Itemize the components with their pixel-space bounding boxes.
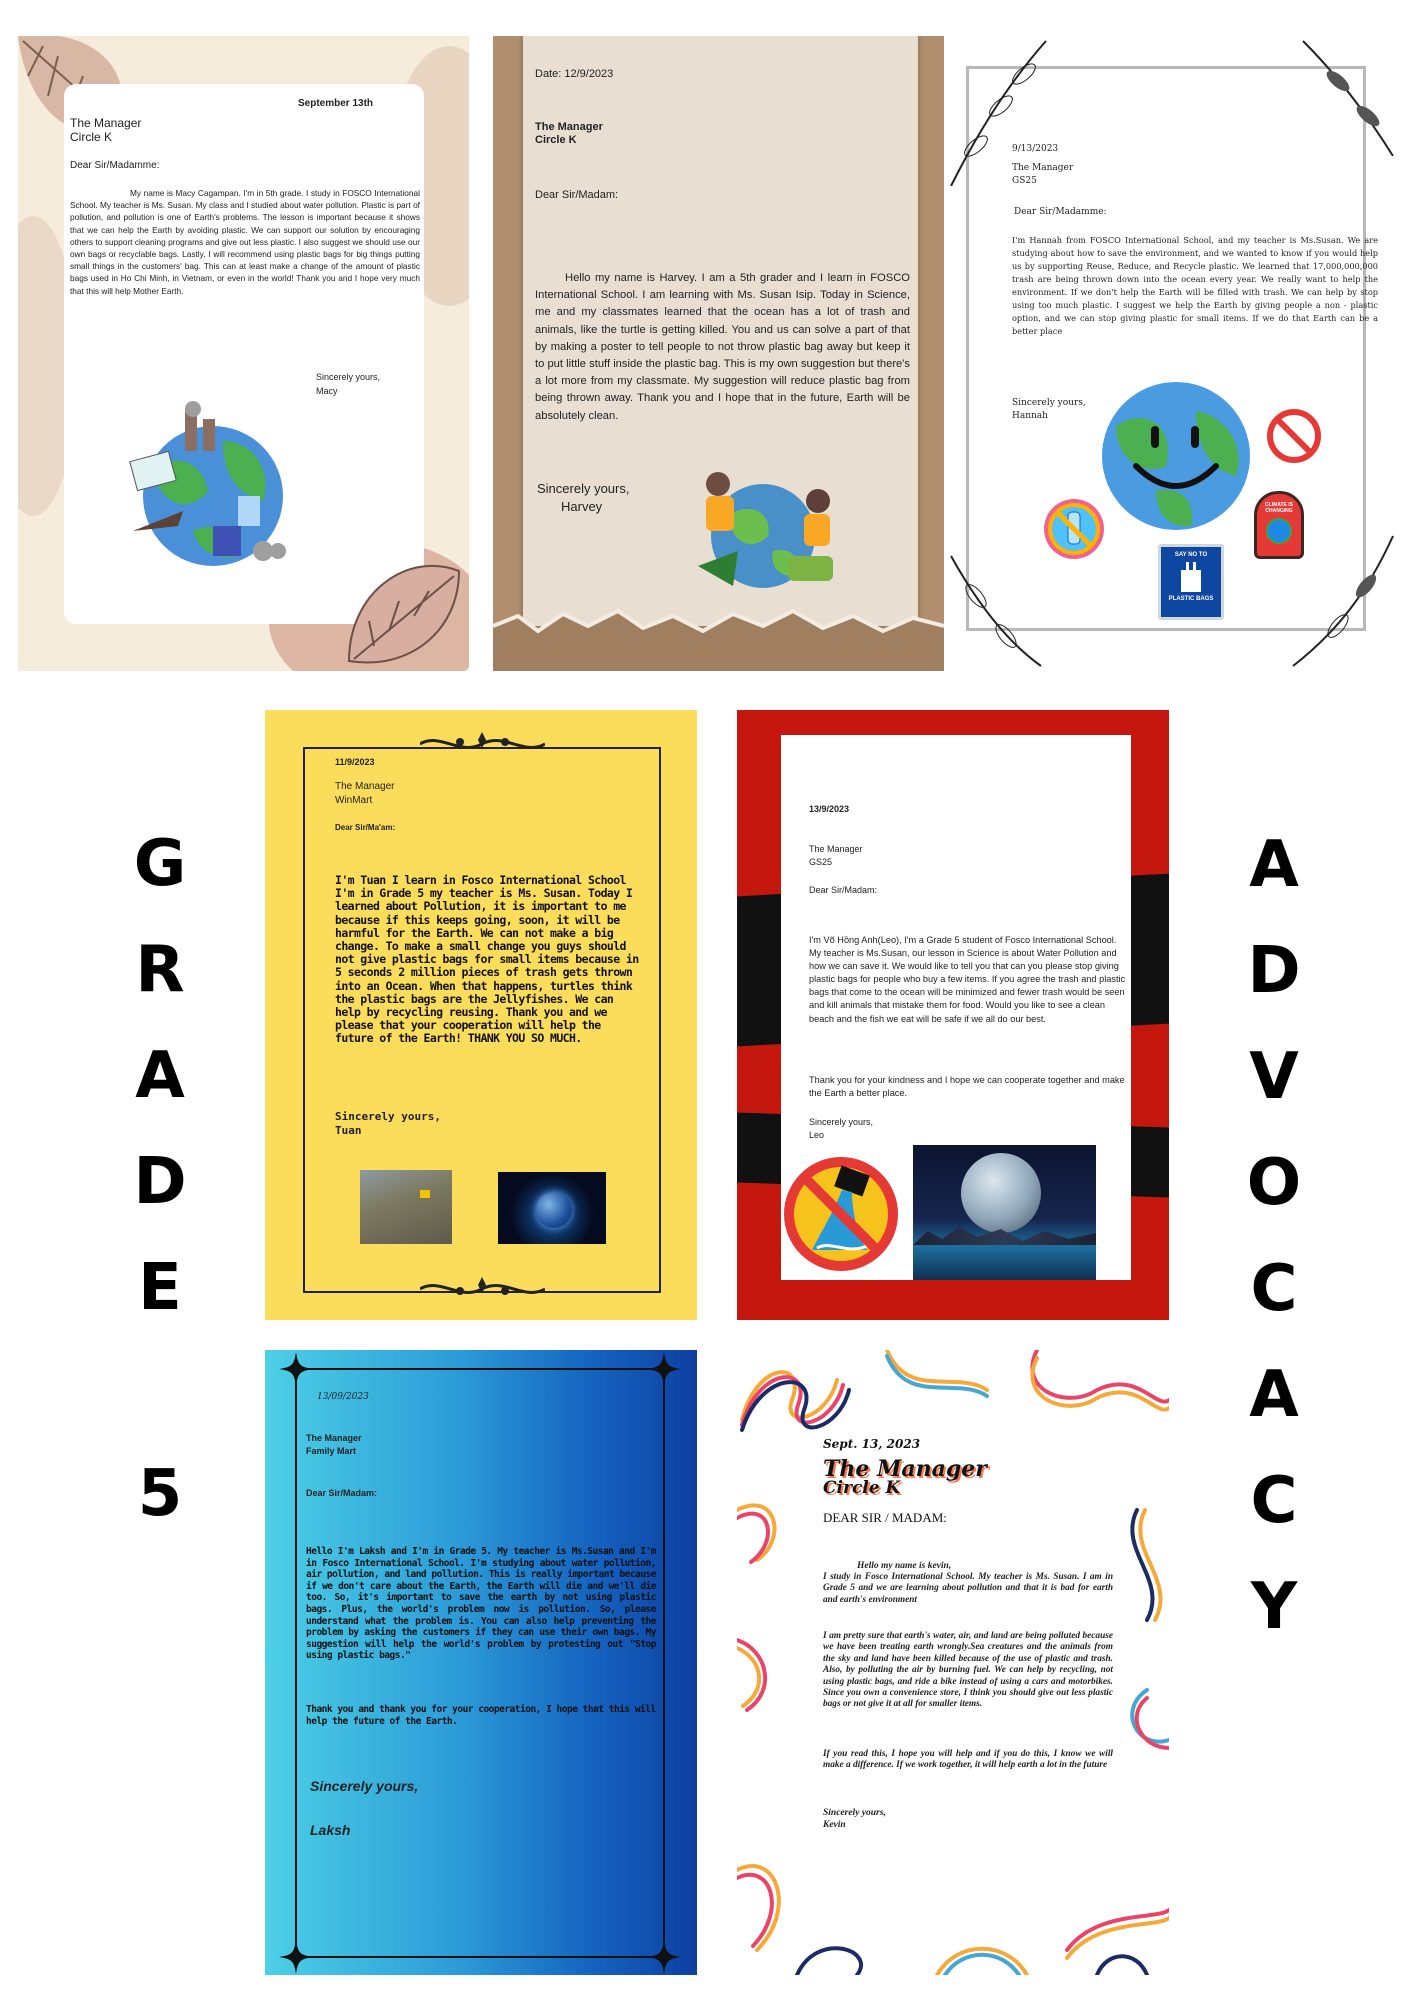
letter-store: Circle K: [823, 1478, 901, 1498]
letter-store: Family Mart: [306, 1446, 357, 1456]
letter-macy: [18, 36, 469, 671]
letter-signature: Laksh: [310, 1822, 351, 1838]
frame-line-right: [663, 1368, 665, 1958]
letter-recipient: The Manager: [535, 121, 603, 133]
letter-body: Hello my name is Harvey. I am a 5th grader and I learn in FOSCO International School. I am learning with Ms. Susan Isip. Today in Science, me and my classmates learned that the ocean has a lot of trash and animals, like the turtle is getting killed. You and us can solve a part of that by making a poster to tell people to not throw plastic bag away but keep it to put little stuff inside the plastic bag. This is my own suggestion but there's a lot more from my classmate. My suggestion will reduce plastic bag from being thrown away. Thank you and I hope that in the future, Earth will be absolutely clean.: [535, 272, 910, 422]
letter-closing: Sincerely yours,: [537, 481, 630, 496]
badge-text-top: SAY NO TO: [1174, 552, 1208, 558]
letter-date: 9/13/2023: [1012, 144, 1059, 154]
ornament-divider-top: [420, 728, 545, 760]
sparkle-star-icon: [279, 1940, 313, 1974]
side-letter: G: [133, 827, 187, 901]
side-letter: C: [1250, 1252, 1298, 1326]
letter-harvey: [493, 36, 944, 671]
ornament-divider-bottom: [420, 1273, 545, 1305]
leaf-decoration-bottom-right: [329, 541, 469, 671]
side-letter: A: [1249, 1358, 1299, 1432]
frame-line-bottom: [295, 1956, 665, 1958]
say-no-plastic-bags-badge: [1158, 544, 1224, 620]
letter-tuan: [265, 710, 697, 1320]
letter-signature: Harvey: [561, 499, 603, 514]
letter-recipient: The Manager: [823, 1456, 987, 1482]
grade-5-vertical-title: [120, 811, 200, 1547]
no-plastic-bottle-sticker: [1041, 496, 1107, 562]
side-letter: C: [1250, 1464, 1298, 1538]
side-letter: 5: [137, 1457, 183, 1531]
letter-signature: Macy: [316, 386, 338, 396]
letter-signature: Hannah: [1012, 411, 1048, 421]
side-letter: Y: [1250, 1570, 1298, 1644]
letter-body-thanks: Thank you for your kindness and I hope we can cooperate together and make the Earth a better place.: [809, 1075, 1125, 1099]
letter-date: Sept. 13, 2023: [823, 1437, 921, 1451]
letter-greeting: Dear Sir/Madam:: [306, 1488, 378, 1498]
leaf-branch-decoration: [946, 551, 1046, 671]
letter-closing: Sincerely yours,: [1012, 398, 1086, 408]
kids-hugging-earth-illustration: [678, 456, 848, 596]
letter-body-thanks: Thank you and thank you for your cooperation, I hope that this will help the future of the Earth.: [306, 1704, 656, 1727]
side-letter: R: [135, 933, 185, 1007]
side-letter: D: [1247, 934, 1301, 1008]
earth-from-space-photo: [498, 1172, 606, 1244]
excavator-shape: [420, 1190, 430, 1198]
letter-date: 11/9/2023: [335, 757, 375, 767]
letter-closing: Sincerely yours,: [823, 1808, 886, 1818]
smiling-earth-sticker: [1096, 376, 1256, 536]
letter-recipient: The Manager: [809, 844, 863, 854]
sparkle-star-icon: [647, 1352, 681, 1386]
torn-paper-edge: [493, 596, 944, 671]
sparkle-star-icon: [647, 1940, 681, 1974]
letter-recipient: The Manager: [335, 781, 395, 792]
letter-body: Hello I'm Laksh and I'm in Grade 5. My teacher is Ms.Susan and I'm in Fosco International School. I'm studying about water pollution, air pollution, and land pollution. This is really important because if we don't care about the Earth, the Earth will die and we'll die too. So, it's important to save the earth by not using plastic bags. Plus, the world's problem now is pollution. So, please understand what the problem is. You can also help preventing the problem by asking the customers if they can use their own bags. My suggestion will help the world's problem by protesting out "Stop using plastic bags.": [306, 1546, 656, 1662]
landfill-photo: [360, 1170, 452, 1244]
letter-leo: [737, 710, 1169, 1320]
letter-body: I'm Tuan I learn in Fosco International School I'm in Grade 5 my teacher is Ms. Susan. Today I learned about Pollution, it is important to me because if this keeps going, soon, it will be harmful for the Earth. We can not make a big change. To make a small change you guys should not give plastic bags for small items because in 5 seconds 2 million pieces of trash gets thrown into an Ocean. When that happens, turtles think the plastic bags are the Jellyfishes. We can help by recycling reusing. Thank you and we please that your cooperation will help the future of the Earth! THANK YOU SO MUCH.: [335, 873, 639, 1046]
advocacy-vertical-title: [1234, 812, 1314, 1660]
letter-hannah: [946, 36, 1398, 671]
side-letter: O: [1246, 1146, 1302, 1220]
letter-body-conclusion: If you read this, I hope you will help and if you do this, I know we will make a difference. If we work together, it will help earth a lot in the future: [823, 1749, 1113, 1771]
letter-store: GS25: [809, 857, 833, 867]
letter-body-opening: Hello my name is kevin,: [857, 1561, 952, 1571]
letter-kevin: [737, 1350, 1169, 1975]
ocean-planet-photo: [913, 1145, 1096, 1280]
letter-greeting: DEAR SIR / MADAM:: [823, 1510, 947, 1525]
letter-greeting: Dear Sir/Ma'am:: [335, 823, 396, 832]
letter-store: Circle K: [70, 130, 113, 144]
climate-sticker-text: CLIMATE IS CHANGING: [1265, 502, 1293, 514]
letter-greeting: Dear Sir/Madamme:: [1014, 207, 1107, 217]
side-letter: E: [138, 1251, 182, 1325]
no-water-pollution-icon: [777, 1150, 905, 1278]
side-letter: D: [133, 1145, 187, 1219]
letter-date: Date: 12/9/2023: [535, 68, 614, 80]
planet-shape: [961, 1153, 1041, 1233]
letter-greeting: Dear Sir/Madam:: [535, 189, 619, 201]
letter-recipient: The Manager: [70, 116, 142, 130]
leaf-branch-decoration: [1288, 531, 1398, 671]
letter-store: GS25: [1012, 176, 1037, 186]
letter-closing: Sincerely yours,: [809, 1117, 874, 1127]
letter-date: September 13th: [298, 98, 374, 109]
letter-closing: Sincerely yours,: [335, 1110, 441, 1123]
leaf-branch-decoration: [1298, 36, 1398, 156]
letter-store: WinMart: [335, 795, 373, 806]
letter-recipient: The Manager: [306, 1433, 362, 1443]
sparkle-star-icon: [279, 1352, 313, 1386]
no-symbol-icon: [1266, 408, 1322, 464]
side-letter: A: [1249, 828, 1299, 902]
letter-signature: Kevin: [823, 1820, 846, 1830]
frame-line-top: [295, 1368, 665, 1370]
earth-shape: [536, 1192, 572, 1228]
letter-date: 13/9/2023: [809, 804, 850, 814]
letter-store: Circle K: [535, 134, 577, 146]
letter-recipient: The Manager: [1012, 163, 1074, 173]
letter-greeting: Dear Sir/Madam:: [809, 885, 878, 895]
letter-laksh: [265, 1350, 697, 1975]
letter-greeting: Dear Sir/Madamme:: [70, 160, 160, 171]
letter-date: 13/09/2023: [317, 1392, 369, 1402]
letter-signature: Tuan: [335, 1124, 362, 1137]
letter-closing: Sincerely yours,: [316, 372, 381, 382]
earth-icon: [1266, 518, 1292, 544]
plastic-bag-icon: [1176, 560, 1206, 594]
letter-body: I'm Hannah from FOSCO International School, and my teacher is Ms.Susan. We are studying about how to save the environment, and we wanted to know if you would help us by supporting Reuse, Reduce, and Recycle plastic. We learned that 17,000,000,000 trash are being thrown down into the ocean every year. We really want to help the environment. If we don't help the Earth will be filled with trash. We can help by stop using too much plastic. I suggest we help the Earth by giving people a non - plastic option, and we can stop giving plastic for small items. If we do that Earth can be a better place: [1012, 235, 1378, 336]
letter-body: I'm Võ Hồng Anh(Leo), I'm a Grade 5 student of Fosco International School. My teacher is Ms.Susan, our lesson in Science is about Water Pollution and how we can save it. We would like to tell you that can you please stop giving plastic bags for people who buy a few items. If you agree the trash and plastic bags that come to the ocean will be minimized and fewer trash would be seen and kill animals that mistake them for food. Would you like to see a clean beach and the fish we eat will be safe if we all do our best.: [809, 935, 1126, 1024]
letter-closing: Sincerely yours,: [310, 1778, 419, 1794]
climate-sticker: [1254, 491, 1304, 559]
polluted-earth-illustration: [123, 401, 298, 571]
side-letter: A: [135, 1039, 185, 1113]
side-letter: V: [1249, 1040, 1299, 1114]
letter-body-intro: I study in Fosco International School. My teacher is Ms. Susan. I am in Grade 5 and we are learning about pollution and that it is bad for earth and earth's environment: [823, 1572, 1113, 1605]
letter-body-main: I am pretty sure that earth's water, air, and land are being polluted because we have been treating earth wrongly.Sea creatures and the animals from the sky and land have been killed because of the use of plastic and trash. Also, by polluting the air by burning fuel. We can help by recycling, not using plastic bags, and ride a bike instead of using a cars and motorbikes. Since you own a convenience store, I think you should give out less plastic bags or not give it at all for smaller items.: [823, 1631, 1113, 1710]
letter-body: My name is Macy Cagampan. I'm in 5th grade. I study in FOSCO International School. My teacher is Ms. Susan. My class and I studied about water pollution. Plastic is part of pollution, and pollution is one of Earth's problems. The lesson is important because it shows that we can help the Earth by avoiding plastic. We can support our solution by encouraging others to support cleaning programs and give out less plastic. I also suggest we should use our own bags or recyclable bags. Lastly, I will recommend using plastic bags for big things putting small things in the customers' bag. This can at least make a change of the amount of plastic bags used in Ho Chi Minh, in Vietnam, or even in the world! Thank you and I hope very much that this will help Mother Earth.: [70, 188, 420, 296]
frame-line-left: [295, 1368, 297, 1958]
badge-text-bottom: PLASTIC BAGS: [1168, 596, 1214, 602]
letter-signature: Leo: [809, 1130, 825, 1140]
